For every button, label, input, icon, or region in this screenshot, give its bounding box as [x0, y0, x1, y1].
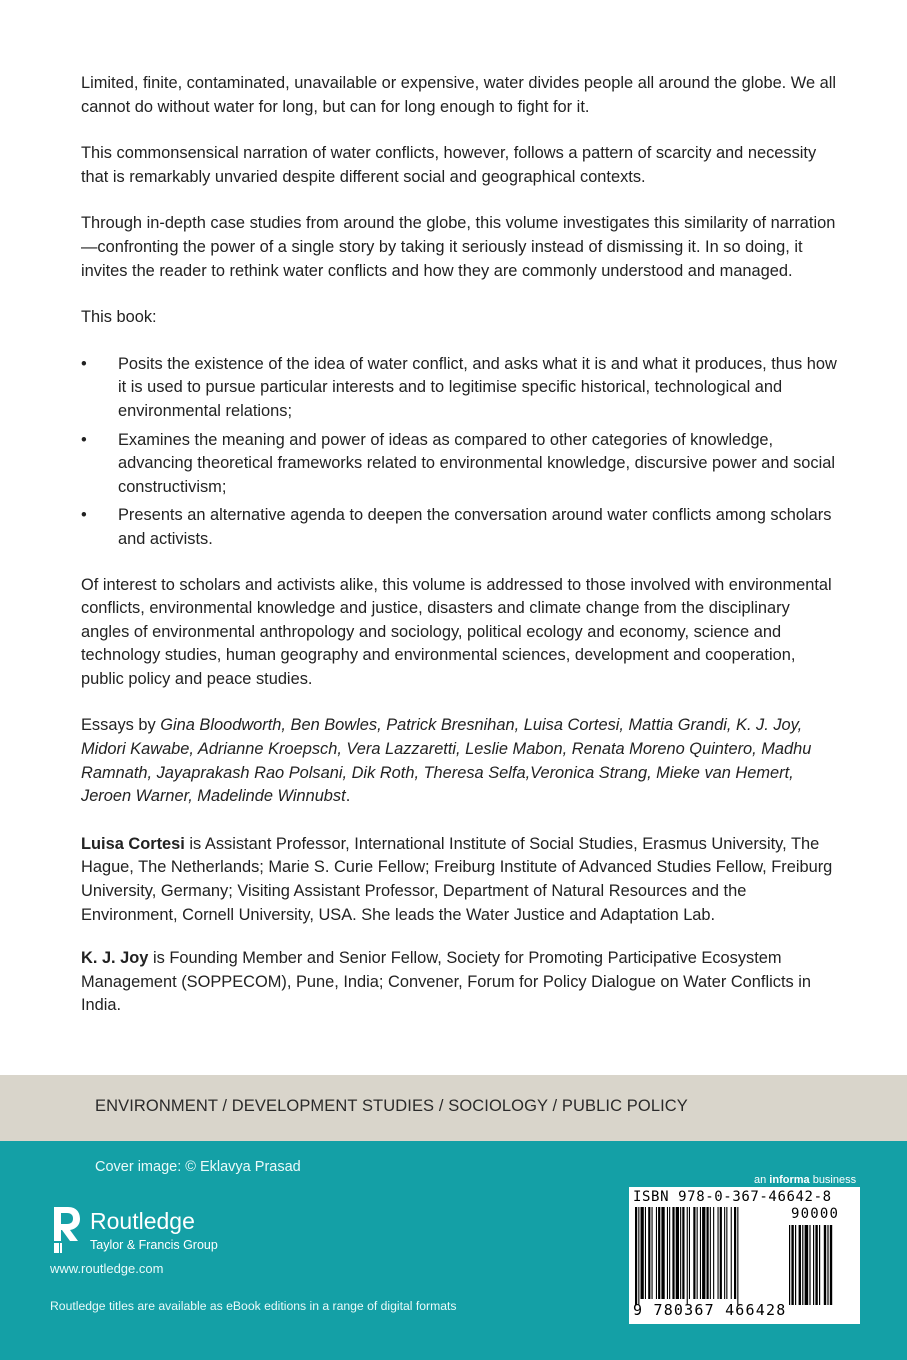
blurb-paragraph-1: Limited, finite, contaminated, unavailable or expensive, water divides people all around the globe. We all cannot do without water for long, but can for long enough to fight for it. — [81, 74, 837, 116]
contributors-paragraph: Essays by Gina Bloodworth, Ben Bowles, Patrick Bresnihan, Luisa Cortesi, Mattia Grandi, K. J. Joy, Midori Kawabe, Adrianne Kroepsch, Vera Lazzaretti, Leslie Mabon, Renata Moreno Quintero, Madhu Ramnath, Jayaprakash Rao Polsani, Dik Roth, Theresa Selfa,Veronica Strang, Mieke van Hemert, Jeroen Warner, Madelinde Winnubst. — [81, 716, 812, 806]
list-item: • Presents an alternative agenda to deepen the conversation around water conflicts among scholars and activists. — [81, 506, 832, 548]
addon-bar — [824, 1225, 826, 1305]
addon-bar — [802, 1225, 803, 1305]
addon-bar — [789, 1225, 790, 1305]
barcode-bar — [645, 1207, 646, 1299]
barcode-bar — [702, 1207, 705, 1299]
editor-bio: Luisa Cortesi is Assistant Professor, International Institute of Social Studies, Erasmus University, The Hague, The Netherlands; Marie S. Curie Fellow; Freiburg Institute of Advanced Studies Fellow, Freiburg University, Germany; Visiting Assistant Professor, Department of Natural Resources and the Environment, Cornell University, USA. She leads the Water Justice and Adaptation Lab. — [81, 834, 833, 924]
subject-categories: ENVIRONMENT / DEVELOPMENT STUDIES / SOCIOLOGY / PUBLIC POLICY — [95, 1097, 688, 1115]
barcode-bar — [648, 1207, 650, 1299]
barcode-bar — [669, 1207, 670, 1299]
barcode-bar — [693, 1207, 695, 1299]
barcode-bar — [641, 1207, 644, 1299]
publisher-group: Taylor & Francis Group — [90, 1238, 218, 1252]
barcode-bar — [720, 1207, 722, 1299]
barcode-bar — [652, 1207, 653, 1299]
barcode-bar — [635, 1207, 637, 1305]
barcode-bar — [734, 1207, 736, 1299]
barcode-bar — [737, 1207, 738, 1305]
barcode-bar — [731, 1207, 732, 1299]
barcode-bar — [707, 1207, 709, 1299]
editor-bio: K. J. Joy is Founding Member and Senior Fellow, Society for Promoting Participative Ecosystem Management (SOPPECOM), Pune, India; Convener, Forum for Policy Dialogue on Water Conflicts in India. — [81, 949, 811, 1015]
addon-bar — [819, 1225, 820, 1305]
bullet-icon: • — [81, 506, 87, 525]
barcode-bar — [713, 1207, 714, 1299]
isbn-barcode — [629, 1187, 860, 1324]
back-cover-text — [81, 72, 841, 1038]
barcode-digits: 9 780367 466428 — [633, 1301, 787, 1319]
barcode-bar — [697, 1207, 698, 1299]
barcode-bar — [710, 1207, 711, 1299]
barcode-bar — [726, 1207, 727, 1299]
barcode-bar — [680, 1207, 681, 1299]
barcode-bar — [658, 1207, 660, 1299]
barcode-bar — [661, 1207, 664, 1299]
barcode-bar — [689, 1207, 690, 1299]
list-item: • Posits the existence of the idea of water conflict, and asks what it is and what it produces, thus how it is used to pursue particular interests and to legitimise specific historical, technological and environmental relations; — [81, 354, 837, 420]
informa-label: an informa business — [754, 1174, 857, 1186]
bullet-icon: • — [81, 430, 87, 449]
addon-bar — [799, 1225, 801, 1305]
barcode-bar — [687, 1207, 688, 1305]
barcode-bar — [724, 1207, 725, 1299]
barcode-bar — [676, 1207, 679, 1299]
feature-list — [81, 353, 841, 552]
addon-bar — [791, 1225, 793, 1305]
addon-bar — [830, 1225, 832, 1305]
barcode-bar — [700, 1207, 701, 1299]
contributor-names: Gina Bloodworth, Ben Bowles, Patrick Bresnihan, Luisa Cortesi, Mattia Grandi, K. J. Joy, Midori Kawabe, Adrianne Kroepsch, Vera Lazzaretti, Leslie Mabon, Renata Moreno Quintero, Madhu Ramnath, Jayaprakash Rao Polsani, Dik Roth, Theresa Selfa,Veronica Strang, Mieke van Hemert, Jeroen Warner, Madelinde Winnubst — [81, 716, 812, 806]
cover-credit: Cover image: © Eklavya Prasad — [95, 1159, 301, 1175]
addon-digits: 90000 — [791, 1206, 840, 1222]
publisher-logo — [50, 1205, 240, 1259]
blurb-paragraph-3: Through in-depth case studies from around the globe, this volume investigates this similarity of narration—confronting the power of a single story by taking it seriously instead of dismissing it. In so doing, it invites the reader to rethink water conflicts and how they are commonly understood and managed. — [81, 214, 836, 280]
ebook-note: Routledge titles are available as eBook editions in a range of digital formats — [50, 1299, 457, 1313]
subject-band — [0, 1075, 907, 1141]
editor-name: K. J. Joy — [81, 949, 149, 968]
barcode-bar — [718, 1207, 719, 1299]
audience-paragraph: Of interest to scholars and activists alike, this volume is addressed to those involved with environmental conflicts, environmental knowledge and justice, disasters and climate change from the disciplinary angles of environmental anthropology and sociology, political ecology and economy, science and technology studies, human geography and environmental sciences, development and cooperation, public policy and peace studies. — [81, 575, 832, 688]
addon-bar — [809, 1225, 810, 1305]
barcode-bar — [672, 1207, 674, 1299]
barcode-bar — [682, 1207, 684, 1299]
isbn-text: ISBN 978-0-367-46642-8 — [633, 1189, 832, 1205]
addon-bar — [815, 1225, 817, 1305]
publisher-url[interactable]: www.routledge.com — [50, 1261, 164, 1276]
editor-name: Luisa Cortesi — [81, 834, 185, 853]
bullet-icon: • — [81, 354, 87, 373]
addon-bar — [805, 1225, 809, 1305]
addon-bar — [813, 1225, 814, 1305]
blurb-paragraph-2: This commonsensical narration of water conflicts, however, follows a pattern of scarcity and necessity that is remarkably unvaried despite different social and geographical contexts. — [81, 144, 817, 186]
addon-bar — [795, 1225, 796, 1305]
barcode-bar — [656, 1207, 657, 1299]
publisher-name: Routledge — [90, 1208, 195, 1234]
publisher-footer — [0, 1141, 907, 1360]
barcode-bar — [667, 1207, 668, 1299]
this-book-label: This book: — [81, 308, 157, 327]
list-item: • Examines the meaning and power of ideas as compared to other categories of knowledge, advancing theoretical frameworks related to environmental knowledge, discursive power and social constructivism; — [81, 430, 836, 496]
addon-bar — [827, 1225, 828, 1305]
routledge-logo-icon — [50, 1205, 82, 1255]
barcode-bar — [638, 1207, 639, 1305]
